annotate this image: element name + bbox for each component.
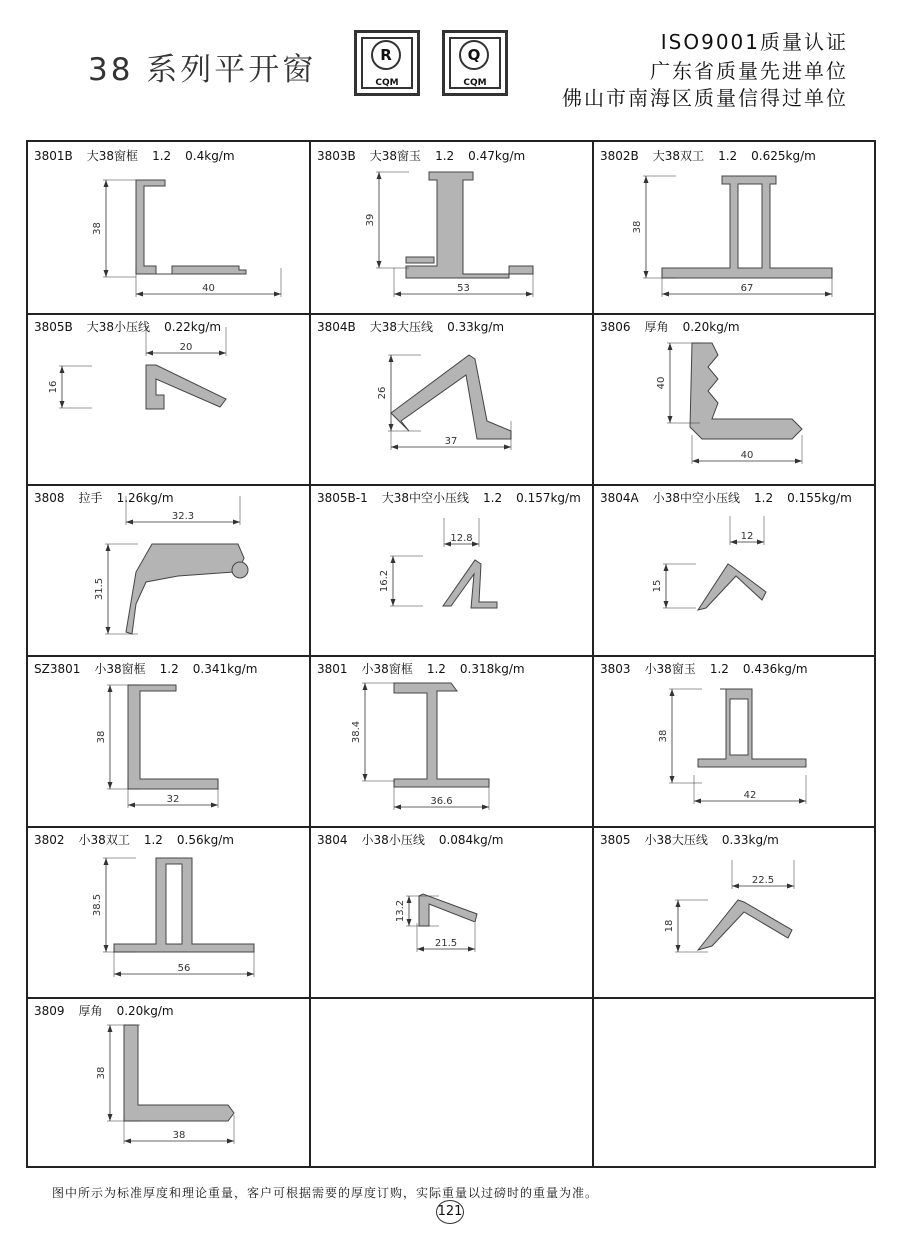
profile-code: 3801: [317, 662, 348, 676]
profile-cell: [28, 313, 311, 484]
profile-code: 3805B-1: [317, 491, 368, 505]
drawing-line: [104, 270, 109, 277]
drawing-line: [668, 343, 673, 350]
drawing-line: [104, 945, 109, 952]
drawing-line: [407, 896, 412, 903]
drawing-line: [124, 1025, 234, 1121]
drawing-line: [391, 556, 396, 563]
drawing-line: [136, 292, 143, 297]
profile-grid: [26, 140, 876, 1168]
drawing-line: [662, 176, 832, 278]
page-number: 121: [436, 1200, 464, 1224]
profile-name: 大38小压线: [86, 320, 151, 334]
drawing-line: [644, 271, 649, 278]
drawing-line: [670, 776, 675, 783]
drawing-line: [526, 292, 533, 297]
drawing-line: [108, 782, 113, 789]
profile-drawing: [28, 826, 311, 997]
profile-code: 3804: [317, 833, 348, 847]
drawing-line: [670, 689, 675, 696]
drawing-line: [698, 689, 806, 767]
dim-height: 26: [377, 386, 388, 400]
dim-width: 22.5: [751, 875, 775, 886]
profile-cell: [594, 313, 877, 484]
drawing-line: [732, 884, 739, 889]
dim-width: 32: [166, 794, 180, 805]
logo-r-symbol: R: [371, 40, 401, 70]
profile-drawing: [594, 484, 877, 655]
dim-width: 40: [202, 283, 215, 294]
dim-height: 38: [632, 220, 643, 234]
dim-width: 20: [179, 342, 193, 353]
drawing-line: [417, 947, 424, 952]
drawing-line: [106, 544, 111, 551]
profile-cell: [28, 655, 311, 826]
profile-cell: [28, 826, 311, 997]
dim-width: 40: [740, 450, 754, 461]
drawing-line: [136, 180, 246, 274]
drawing-line: [377, 261, 382, 268]
drawing-line: [690, 343, 802, 439]
dim-height: 38: [96, 730, 107, 744]
cert-iso: ISO9001质量认证: [660, 30, 848, 54]
profile-name: 大38窗框: [86, 149, 139, 163]
dim-width: 38: [172, 1130, 186, 1141]
profile-name: 小38中空小压线: [652, 491, 741, 505]
profile-cell: [594, 484, 877, 655]
profile-thickness: 1.2: [435, 149, 455, 163]
drawing-line: [394, 683, 489, 787]
drawing-line: [114, 972, 121, 977]
profile-name: 小38窗框: [94, 662, 146, 676]
profile-thickness: 1.2: [483, 491, 503, 505]
drawing-line: [795, 459, 802, 464]
profile-code: 3805: [600, 833, 631, 847]
profile-name: 厚角: [78, 1004, 103, 1018]
dim-height: 16: [48, 380, 59, 394]
profile-code: 3803: [600, 662, 631, 676]
profile-cell: [28, 484, 311, 655]
dim-height: 38: [96, 1066, 107, 1080]
dim-height: 40: [656, 376, 667, 390]
profile-code: 3804B: [317, 320, 356, 334]
profile-drawing: [28, 142, 311, 313]
drawing-line: [104, 180, 109, 187]
dim-height: 15: [652, 579, 663, 593]
profile-thickness: 1.2: [143, 833, 163, 847]
profile-name: 厚角: [644, 320, 669, 334]
drawing-line: [124, 1139, 131, 1144]
drawing-line: [482, 805, 489, 810]
profile-cell: [594, 826, 877, 997]
profile-weight: 0.318kg/m: [459, 662, 525, 676]
profile-drawing: [28, 655, 311, 826]
logo-q-caption: CQM: [463, 78, 487, 88]
drawing-line: [274, 292, 281, 297]
drawing-line: [104, 858, 109, 865]
drawing-line: [692, 459, 699, 464]
profile-weight: 1.26kg/m: [116, 491, 174, 505]
profile-weight: 0.47kg/m: [468, 149, 526, 163]
drawing-line: [391, 599, 396, 606]
dim-width: 37: [444, 436, 458, 447]
profile-name: 拉手: [78, 491, 103, 505]
profile-thickness: 1.2: [159, 662, 179, 676]
drawing-line: [146, 365, 226, 409]
dim-width: 21.5: [434, 938, 458, 949]
profile-name: 小38大压线: [644, 833, 708, 847]
dim-height: 38: [658, 729, 669, 743]
drawing-line: [60, 401, 65, 408]
profile-code: SZ3801: [34, 662, 81, 676]
drawing-line: [664, 564, 669, 571]
drawing-line: [389, 424, 394, 431]
drawing-line: [825, 292, 832, 297]
profile-weight: 0.436kg/m: [742, 662, 808, 676]
profile-code: 3801B: [34, 149, 73, 163]
drawing-line: [407, 919, 412, 926]
profile-drawing: [311, 142, 594, 313]
drawing-line: [232, 562, 248, 578]
profile-weight: 0.155kg/m: [787, 491, 852, 505]
drawing-line: [730, 540, 737, 545]
profile-name: 小38窗框: [361, 662, 413, 676]
drawing-line: [730, 699, 748, 755]
cert-province: 广东省质量先进单位: [650, 59, 848, 83]
dim-height: 31.5: [94, 577, 105, 601]
profile-code: 3802: [34, 833, 65, 847]
dim-width: 67: [740, 283, 754, 294]
dim-height: 38.5: [92, 893, 103, 917]
drawing-line: [799, 799, 806, 804]
profile-cell: [311, 484, 594, 655]
dim-height: 38.4: [351, 720, 362, 744]
drawing-line: [406, 257, 434, 263]
profile-name: 大38大压线: [369, 320, 434, 334]
dim-width: 53: [457, 283, 470, 294]
drawing-line: [108, 1114, 113, 1121]
page-title: 38 系列平开窗: [88, 52, 317, 88]
profile-cell: [28, 142, 311, 313]
profile-drawing: [28, 997, 311, 1168]
drawing-line: [377, 172, 382, 179]
drawing-line: [787, 884, 794, 889]
profile-drawing: [28, 313, 311, 484]
profile-code: 3803B: [317, 149, 356, 163]
drawing-line: [114, 858, 254, 952]
profile-cell: [594, 142, 877, 313]
profile-name: 大38中空小压线: [381, 491, 470, 505]
profile-name: 小38小压线: [361, 833, 425, 847]
dim-height: 13.2: [395, 899, 406, 923]
drawing-line: [391, 445, 398, 450]
drawing-line: [664, 601, 669, 608]
profile-drawing: [311, 655, 594, 826]
profile-cell: [311, 826, 594, 997]
profile-weight: 0.4kg/m: [185, 149, 235, 163]
drawing-line: [504, 445, 511, 450]
cqm-r-logo: [354, 30, 420, 96]
drawing-line: [394, 292, 401, 297]
profile-drawing: [311, 484, 594, 655]
drawing-line: [363, 774, 368, 781]
profile-weight: 0.20kg/m: [682, 320, 740, 334]
dim-width: 42: [743, 790, 757, 801]
profile-drawing: [594, 313, 877, 484]
cqm-q-logo: [442, 30, 508, 96]
drawing-line: [363, 683, 368, 690]
drawing-line: [698, 900, 792, 950]
profile-cell: [311, 655, 594, 826]
drawing-line: [227, 1139, 234, 1144]
drawing-line: [128, 803, 135, 808]
drawing-line: [211, 803, 218, 808]
drawing-line: [468, 947, 475, 952]
dim-height: 38: [92, 222, 103, 235]
profile-cell: [311, 313, 594, 484]
drawing-line: [108, 685, 113, 692]
profile-cell: [594, 655, 877, 826]
drawing-line: [106, 627, 111, 634]
profile-thickness: 1.2: [152, 149, 172, 163]
drawing-line: [472, 542, 479, 547]
drawing-line: [146, 351, 153, 356]
profile-weight: 0.341kg/m: [192, 662, 258, 676]
profile-thickness: 1.2: [426, 662, 446, 676]
profile-code: 3808: [34, 491, 65, 505]
drawing-line: [443, 560, 497, 608]
drawing-line: [389, 355, 394, 362]
drawing-line: [108, 1025, 113, 1032]
profile-cell: [28, 997, 311, 1168]
profile-drawing: [311, 826, 594, 997]
drawing-line: [644, 176, 649, 183]
drawing-line: [668, 416, 673, 423]
dim-height: 18: [664, 919, 675, 933]
profile-drawing: [28, 484, 311, 655]
profile-name: 大38窗玉: [369, 149, 422, 163]
dim-width: 12.8: [450, 533, 473, 544]
drawing-line: [698, 564, 766, 610]
drawing-line: [219, 351, 226, 356]
profile-weight: 0.22kg/m: [164, 320, 222, 334]
drawing-line: [394, 805, 401, 810]
profile-weight: 0.56kg/m: [176, 833, 234, 847]
profile-name: 大38双工: [652, 149, 705, 163]
profile-weight: 0.157kg/m: [516, 491, 581, 505]
drawing-line: [247, 972, 254, 977]
profile-weight: 0.33kg/m: [447, 320, 505, 334]
profile-code: 3804A: [600, 491, 639, 505]
drawing-line: [676, 900, 681, 907]
drawing-line: [757, 540, 764, 545]
cert-city: 佛山市南海区质量信得过单位: [562, 86, 848, 110]
profile-code: 3809: [34, 1004, 65, 1018]
profile-cell: [311, 142, 594, 313]
profile-code: 3802B: [600, 149, 639, 163]
profile-drawing: [594, 655, 877, 826]
profile-name: 小38双工: [78, 833, 130, 847]
drawing-line: [662, 292, 669, 297]
profile-code: 3805B: [34, 320, 73, 334]
profile-drawing: [594, 826, 877, 997]
profile-thickness: 1.2: [718, 149, 738, 163]
logo-r-caption: CQM: [375, 78, 399, 88]
drawing-line: [233, 520, 240, 525]
profile-weight: 0.625kg/m: [751, 149, 816, 163]
profile-drawing: [311, 313, 594, 484]
footer-note: 图中所示为标准厚度和理论重量，客户可根据需要的厚度订购，实际重量以过磅时的重量为准。: [52, 1186, 599, 1200]
dim-width: 12: [740, 531, 754, 542]
logo-q-symbol: Q: [459, 40, 489, 70]
drawing-line: [419, 894, 477, 926]
drawing-line: [128, 685, 218, 789]
profile-code: 3806: [600, 320, 631, 334]
dim-height: 16.2: [379, 569, 390, 593]
profile-name: 小38窗玉: [644, 662, 696, 676]
profile-thickness: 1.2: [754, 491, 774, 505]
drawing-line: [126, 520, 133, 525]
drawing-line: [126, 544, 244, 634]
drawing-line: [60, 366, 65, 373]
profile-weight: 0.20kg/m: [116, 1004, 174, 1018]
profile-thickness: 1.2: [709, 662, 729, 676]
dim-width: 36.6: [430, 796, 453, 807]
profile-weight: 0.084kg/m: [438, 833, 504, 847]
dim-width: 32.3: [171, 511, 195, 522]
drawing-line: [694, 799, 701, 804]
dim-width: 56: [177, 963, 191, 974]
profile-drawing: [594, 142, 877, 313]
drawing-line: [391, 355, 511, 439]
dim-height: 39: [365, 213, 376, 227]
profile-weight: 0.33kg/m: [721, 833, 779, 847]
drawing-line: [676, 945, 681, 952]
